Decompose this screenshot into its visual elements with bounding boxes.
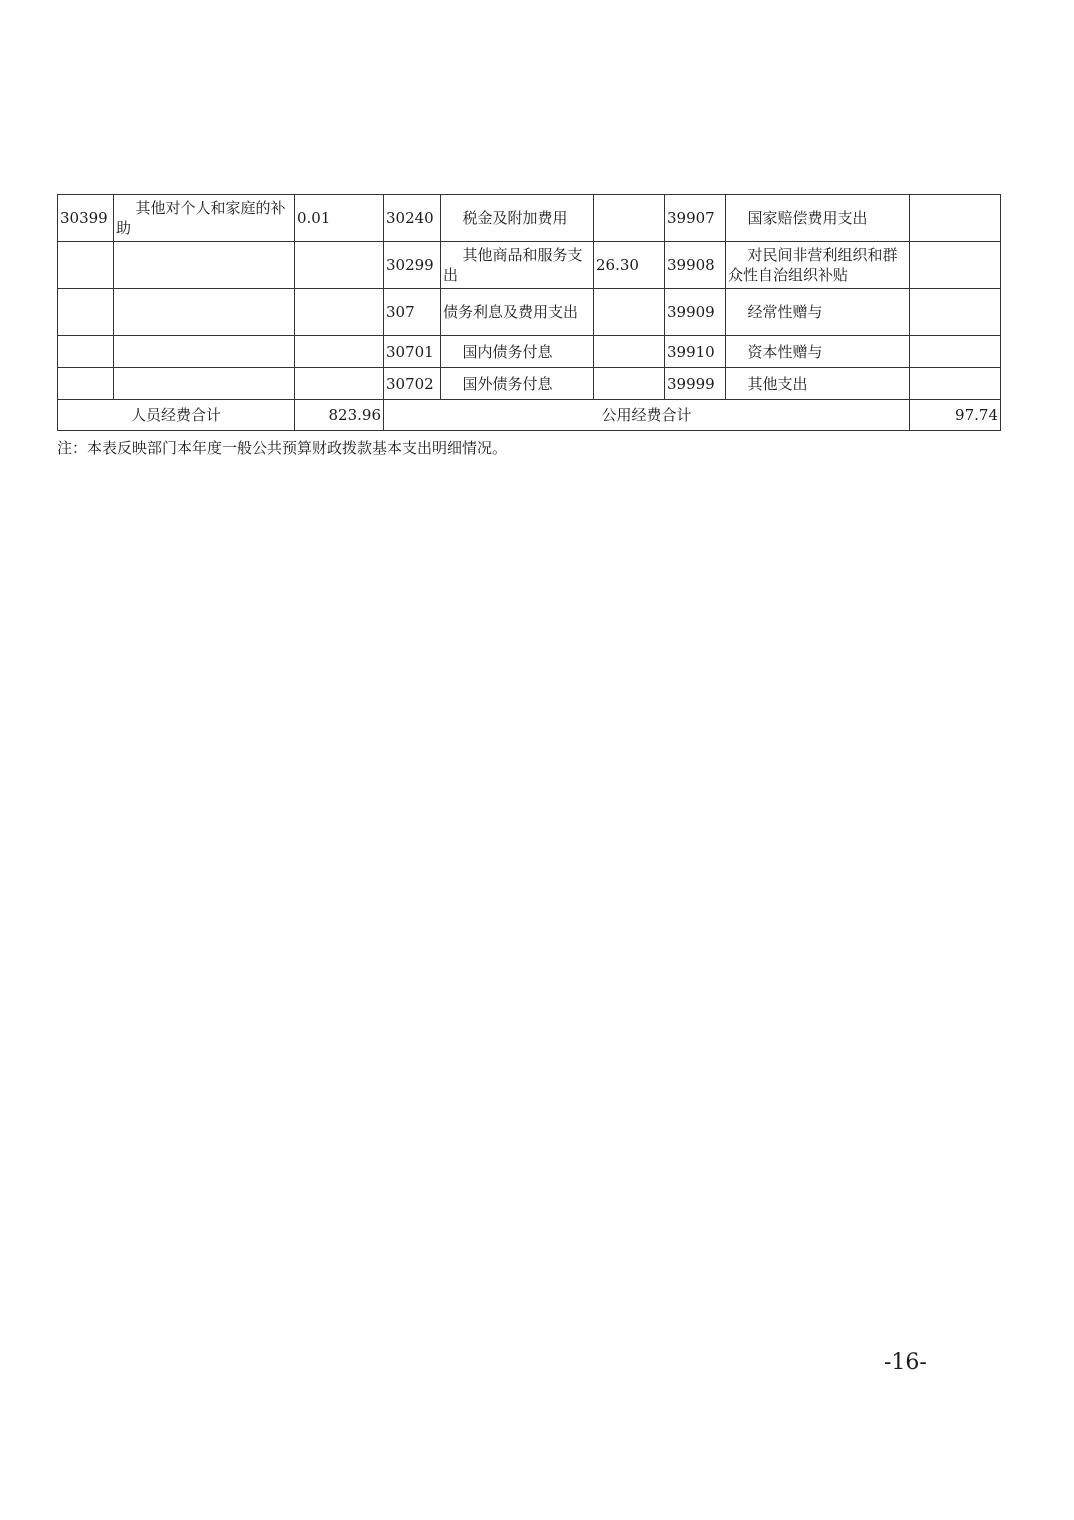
amount-cell [910,242,1001,289]
personnel-total-label: 人员经费合计 [58,400,295,431]
econ-code-cell: 307 [384,289,441,336]
econ-code-cell [58,368,114,400]
econ-code-cell [58,242,114,289]
item-name-cell: 对民间非营利组织和群众性自治组织补贴 [726,242,910,289]
amount-cell [910,195,1001,242]
amount-cell [295,336,384,368]
econ-code-cell [58,336,114,368]
amount-cell: 0.01 [295,195,384,242]
amount-cell: 26.30 [594,242,665,289]
item-name-cell [114,242,295,289]
econ-code-cell: 39908 [665,242,726,289]
table-row [58,289,1001,336]
amount-cell [594,368,665,400]
public-total-label: 公用经费合计 [384,400,910,431]
econ-code-cell: 39999 [665,368,726,400]
amount-cell [295,368,384,400]
table-row [58,336,1001,368]
expenditure-detail-table [57,194,1001,431]
econ-code-cell: 30701 [384,336,441,368]
item-name-cell: 国家赔偿费用支出 [726,195,910,242]
table-row [58,368,1001,400]
econ-code-cell: 39907 [665,195,726,242]
amount-cell [910,368,1001,400]
amount-cell [594,336,665,368]
personnel-total-value: 823.96 [295,400,384,431]
econ-code-cell: 30702 [384,368,441,400]
item-name-cell: 经常性赠与 [726,289,910,336]
amount-cell [910,289,1001,336]
table-row [58,195,1001,242]
econ-code-cell: 30399 [58,195,114,242]
item-name-cell: 税金及附加费用 [441,195,594,242]
amount-cell [910,336,1001,368]
item-name-cell: 其他商品和服务支出 [441,242,594,289]
item-name-cell: 国内债务付息 [441,336,594,368]
item-name-cell: 其他对个人和家庭的补助 [114,195,295,242]
item-name-cell: 债务利息及费用支出 [441,289,594,336]
item-name-cell [114,289,295,336]
amount-cell [594,195,665,242]
amount-cell [295,242,384,289]
item-name-cell: 国外债务付息 [441,368,594,400]
econ-code-cell: 30240 [384,195,441,242]
item-name-cell: 其他支出 [726,368,910,400]
item-name-cell: 资本性赠与 [726,336,910,368]
econ-code-cell: 39910 [665,336,726,368]
item-name-cell [114,336,295,368]
econ-code-cell: 30299 [384,242,441,289]
amount-cell [594,289,665,336]
econ-code-cell [58,289,114,336]
table-footnote: 注：本表反映部门本年度一般公共预算财政拨款基本支出明细情况。 [57,439,508,457]
table-row [58,242,1001,289]
amount-cell [295,289,384,336]
page-number: -16- [884,1350,927,1375]
totals-row [58,400,1001,431]
econ-code-cell: 39909 [665,289,726,336]
item-name-cell [114,368,295,400]
public-total-value: 97.74 [910,400,1001,431]
